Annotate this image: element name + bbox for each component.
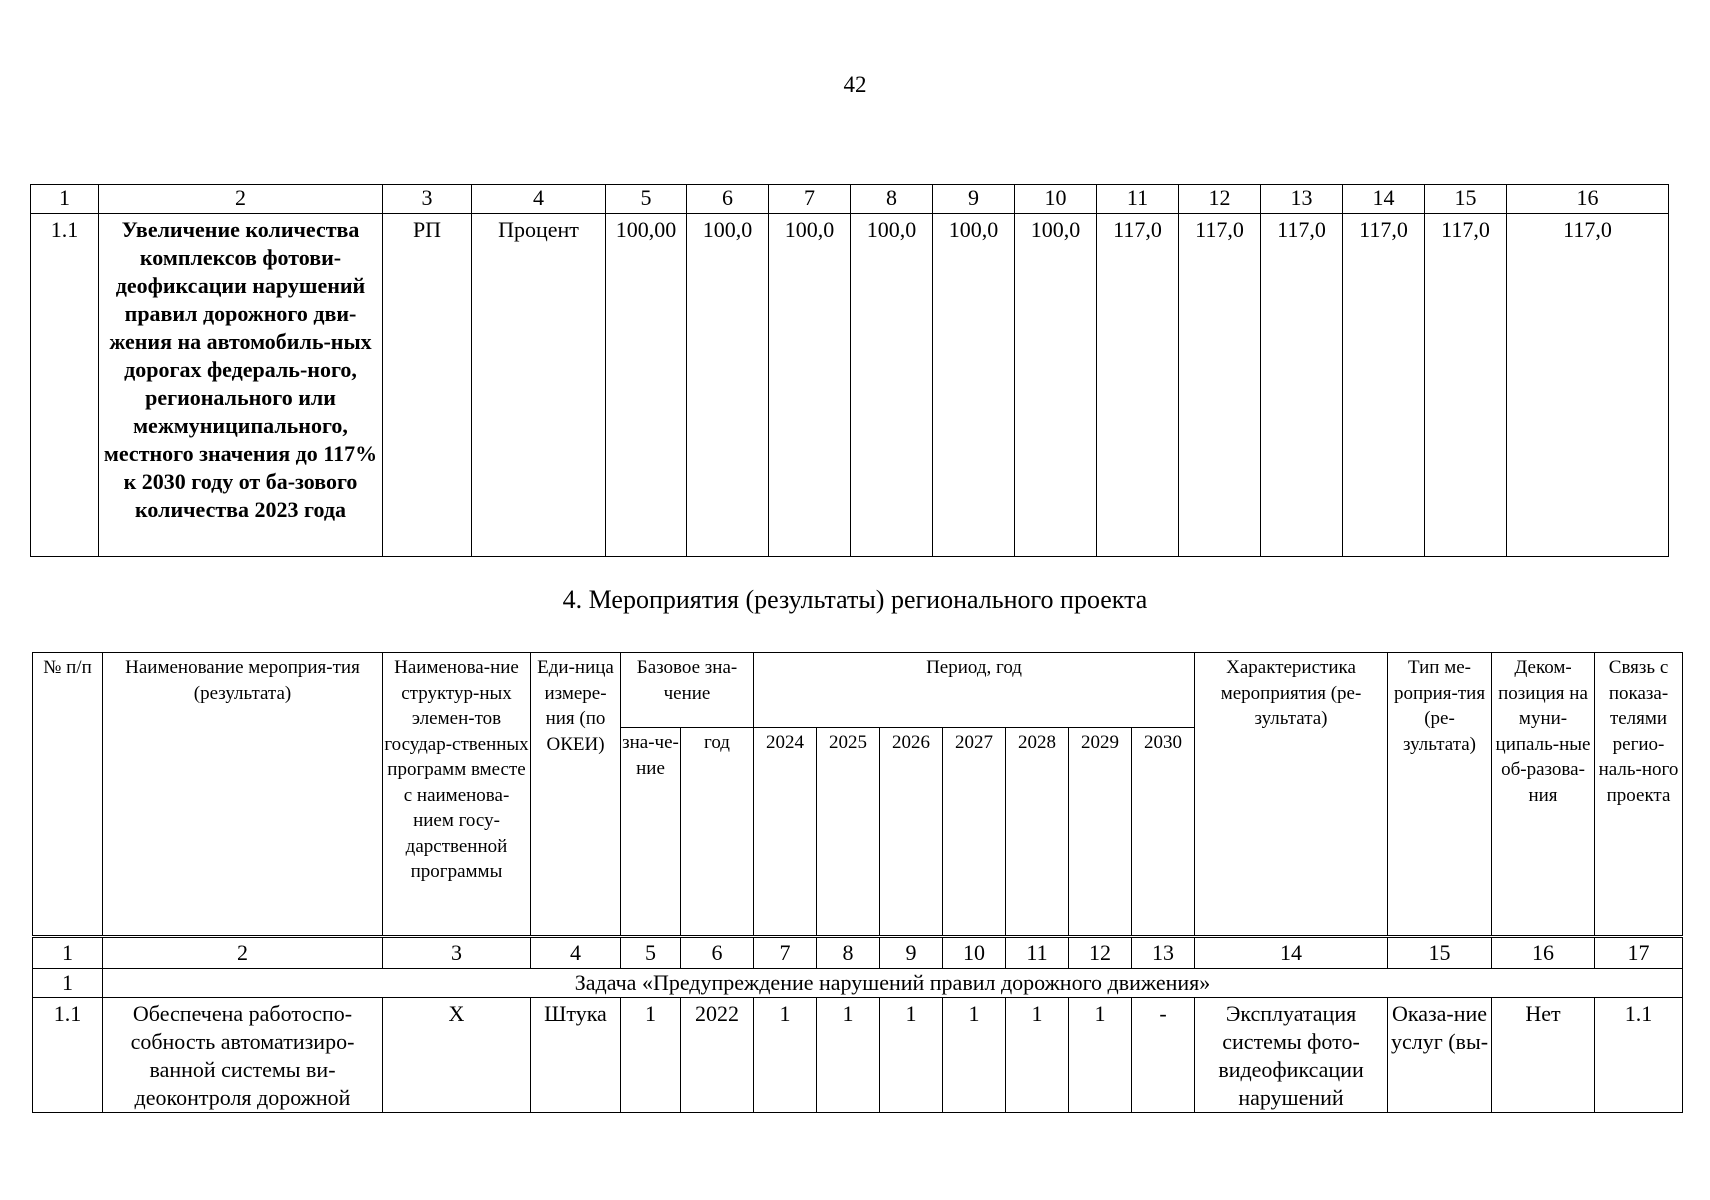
column-number: 11 — [1006, 937, 1069, 969]
column-number-row — [31, 185, 1669, 214]
column-number: 2 — [99, 185, 383, 214]
column-number: 2 — [103, 937, 383, 969]
year-value: 1 — [1069, 998, 1132, 1113]
column-number: 3 — [383, 185, 472, 214]
year-value: 1 — [817, 998, 880, 1113]
indicators-table — [30, 184, 1669, 557]
column-number: 1 — [31, 185, 99, 214]
column-number: 6 — [687, 185, 769, 214]
value-cell: 117,0 — [1179, 214, 1261, 557]
header-year: 2026 — [880, 728, 943, 937]
header-base-year: год — [681, 728, 754, 937]
column-number: 16 — [1492, 937, 1595, 969]
measure-link: 1.1 — [1595, 998, 1683, 1113]
value-cell: 100,0 — [1015, 214, 1097, 557]
header-type: Тип ме-роприя-тия (ре-зультата) — [1388, 653, 1492, 937]
column-number: 9 — [880, 937, 943, 969]
column-number: 4 — [531, 937, 621, 969]
header-year: 2029 — [1069, 728, 1132, 937]
page-number: 42 — [843, 72, 867, 97]
column-number: 16 — [1507, 185, 1669, 214]
measure-unit: Штука — [531, 998, 621, 1113]
column-number: 4 — [472, 185, 606, 214]
value-cell: 100,0 — [851, 214, 933, 557]
header-base-value: зна-че-ние — [621, 728, 681, 937]
measure-characteristic: Эксплуатация системы фото-видеофиксации нарушений — [1195, 998, 1388, 1113]
column-number: 8 — [817, 937, 880, 969]
header-year: 2025 — [817, 728, 880, 937]
year-value: 1 — [1006, 998, 1069, 1113]
column-number: 15 — [1425, 185, 1507, 214]
column-number: 15 — [1388, 937, 1492, 969]
column-number: 1 — [33, 937, 103, 969]
column-number: 8 — [851, 185, 933, 214]
value-cell: 117,0 — [1343, 214, 1425, 557]
task-text: Задача «Предупреждение нарушений правил дорожного движения» — [103, 969, 1683, 998]
header-year: 2030 — [1132, 728, 1195, 937]
column-number: 17 — [1595, 937, 1683, 969]
year-value: 1 — [754, 998, 817, 1113]
header-year: 2024 — [754, 728, 817, 937]
task-row — [33, 969, 1683, 998]
value-cell: 117,0 — [1261, 214, 1343, 557]
column-number: 14 — [1195, 937, 1388, 969]
column-number: 13 — [1261, 185, 1343, 214]
value-cell: 100,0 — [687, 214, 769, 557]
value-cell: 100,0 — [933, 214, 1015, 557]
value-cell: 117,0 — [1097, 214, 1179, 557]
column-number: 11 — [1097, 185, 1179, 214]
value-cell: 100,00 — [606, 214, 687, 557]
measure-name: Обеспечена работоспо-собность автоматизиро-ванной системы ви-деоконтроля дорожной — [103, 998, 383, 1113]
column-number: 3 — [383, 937, 531, 969]
task-number: 1 — [33, 969, 103, 998]
year-value: 1 — [880, 998, 943, 1113]
value-cell: 117,0 — [1507, 214, 1669, 557]
header-year: 2027 — [943, 728, 1006, 937]
column-number-row — [33, 937, 1683, 969]
column-number: 13 — [1132, 937, 1195, 969]
header-unit: Еди-ница измере-ния (по ОКЕИ) — [531, 653, 621, 937]
value-cell: 100,0 — [769, 214, 851, 557]
base-year: 2022 — [681, 998, 754, 1113]
column-number: 10 — [1015, 185, 1097, 214]
indicator-description: Увеличение количества комплексов фотови-деофиксации нарушений правил дорожного дви-жения на автомобиль-ных дорогах федераль-ного, регионального или межмуниципального, местного значения до 117% к 2030 году от ба-зового количества 2023 года — [99, 214, 383, 557]
column-number: 14 — [1343, 185, 1425, 214]
header-characteristic: Характеристика мероприятия (ре-зультата) — [1195, 653, 1388, 937]
column-number: 10 — [943, 937, 1006, 969]
value-cell: 117,0 — [1425, 214, 1507, 557]
measure-decomposition: Нет — [1492, 998, 1595, 1113]
column-number: 12 — [1179, 185, 1261, 214]
indicator-unit: Процент — [472, 214, 606, 557]
header-link: Связь с показа-телями регио-наль-ного проекта — [1595, 653, 1683, 937]
header-decomposition: Деком-позиция на муни-ципаль-ные об-разова-ния — [1492, 653, 1595, 937]
section-title: 4. Мероприятия (результаты) регионального проекта — [562, 585, 1148, 614]
column-number: 12 — [1069, 937, 1132, 969]
year-value: - — [1132, 998, 1195, 1113]
header-num: № п/п — [33, 653, 103, 937]
header-period: Период, год — [754, 653, 1195, 728]
column-number: 9 — [933, 185, 1015, 214]
column-number: 5 — [621, 937, 681, 969]
column-number: 6 — [681, 937, 754, 969]
table-row — [33, 998, 1683, 1113]
header-base: Базовое зна-чение — [621, 653, 754, 728]
column-number: 5 — [606, 185, 687, 214]
structural-element: Х — [383, 998, 531, 1113]
measures-table — [32, 652, 1683, 1113]
base-value: 1 — [621, 998, 681, 1113]
header-structural: Наименова-ние структур-ных элемен-тов государ-ственных программ вместе с наименова-нием госу-дарственной программы — [383, 653, 531, 937]
header-name: Наименование мероприя-тия (результата) — [103, 653, 383, 937]
column-number: 7 — [754, 937, 817, 969]
row-number: 1.1 — [33, 998, 103, 1113]
year-value: 1 — [943, 998, 1006, 1113]
row-number: 1.1 — [31, 214, 99, 557]
indicator-level: РП — [383, 214, 472, 557]
header-year: 2028 — [1006, 728, 1069, 937]
column-number: 7 — [769, 185, 851, 214]
header-row — [33, 653, 1683, 728]
measure-type: Оказа-ние услуг (вы- — [1388, 998, 1492, 1113]
table-row — [31, 214, 1669, 557]
